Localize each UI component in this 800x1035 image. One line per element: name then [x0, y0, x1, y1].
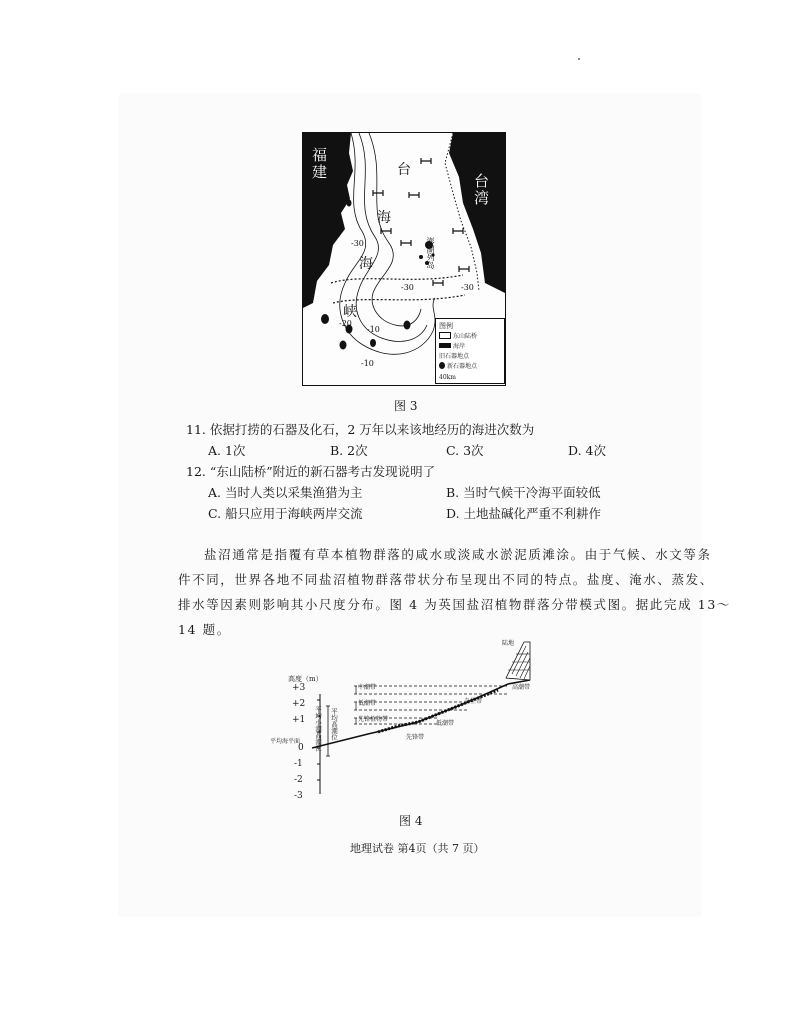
- map-scale: 40km: [439, 374, 456, 381]
- shore-label: 先锋带: [406, 734, 425, 741]
- depth-label: -20: [339, 319, 352, 328]
- mean-sea-level-label: 平均海平面: [270, 738, 301, 745]
- shore-label: 陆地: [502, 640, 515, 647]
- legend-item: 旧石器地点: [439, 352, 470, 360]
- stray-dot: [578, 58, 580, 60]
- question-11-option: A. 1次: [208, 443, 246, 458]
- side-label: 平均高潮位: [330, 708, 338, 741]
- y-axis-label: 高度（m）: [288, 675, 323, 683]
- y-tick: +3: [292, 683, 306, 693]
- zone-label: 低潮带: [358, 700, 377, 707]
- label-fujian: 福建: [310, 147, 328, 181]
- question-11-option: C. 3次: [446, 443, 484, 458]
- zone-label: 中潮带: [358, 684, 377, 691]
- land-bridge-swatch: [439, 332, 451, 339]
- depth-label: -10: [361, 359, 374, 368]
- question-12-option: A. 当时人类以采集渔猎为主: [208, 485, 363, 500]
- question-11-stem: 11. 依据打捞的石器及化石，2 万年以来该地经历的海进次数为: [186, 422, 535, 437]
- y-tick: 0: [298, 743, 304, 753]
- label-strait-2: 海: [377, 210, 391, 226]
- label-strait-1: 台: [397, 162, 411, 178]
- figure4-caption: 图 4: [399, 814, 423, 828]
- zone-label: 先锋植物带: [358, 716, 389, 723]
- depth-label: -30: [461, 283, 474, 292]
- depth-label: -30: [401, 283, 414, 292]
- legend-item: 东山陆桥: [439, 331, 477, 339]
- shore-label: 杂生带: [464, 698, 483, 705]
- passage: [178, 542, 731, 642]
- passage-line: 14 题。: [178, 622, 231, 637]
- page-footer: 地理试卷 第4页（共 7 页）: [350, 842, 485, 855]
- question-12-option: B. 当时气候干冷海平面较低: [446, 485, 601, 500]
- passage-line: 件不同，世界各地不同盐沼植物群落带状分布呈现出不同的特点。盐度、淹水、蒸发、: [178, 572, 714, 587]
- depth-label: -10: [367, 325, 380, 334]
- label-strait-3: 海: [359, 256, 373, 272]
- taiwan-land: [449, 133, 505, 293]
- passage-line: 盐沼通常是指覆有草本植物群落的咸水或淡咸水淤泥质滩涂。由于气候、水文等条: [204, 547, 712, 562]
- legend-item: 海岸: [439, 341, 465, 349]
- y-tick: -1: [294, 759, 303, 769]
- depth-label: -30: [351, 239, 364, 248]
- shore-label: 高潮带: [512, 684, 531, 691]
- figure3-map: [302, 132, 506, 386]
- profile-drawing: [268, 636, 548, 806]
- question-12-stem: 12. “东山陆桥”附近的新石器考古发现说明了: [186, 464, 436, 479]
- depth-label: -10: [323, 227, 336, 236]
- y-tick: +2: [292, 699, 306, 709]
- legend-title: 图例: [439, 322, 453, 330]
- coast-swatch: [439, 343, 451, 348]
- shore-label: 低潮带: [436, 720, 455, 727]
- y-tick: -3: [294, 791, 303, 801]
- figure3-caption: 图 3: [394, 399, 418, 413]
- passage-line: 排水等因素则影响其小尺度分布。图 4 为英国盐沼植物群落分带模式图。据此完成 13～: [178, 597, 731, 612]
- question-11-option: D. 4次: [568, 443, 606, 458]
- y-tick: +1: [292, 715, 306, 725]
- new-stone-site-icon: [439, 362, 445, 369]
- question-12-option: C. 船只应用于海峡两岸交流: [208, 506, 363, 521]
- label-strait-4: 峡: [343, 304, 357, 320]
- figure4-diagram: [268, 636, 548, 806]
- legend-item: 新石器地点: [439, 361, 477, 369]
- bracket-label: 平均小潮高潮位: [314, 706, 322, 752]
- label-penghu: 澎湖列岛: [426, 237, 435, 269]
- y-tick: -2: [294, 775, 303, 785]
- question-12-option: D. 土地盐碱化严重不利耕作: [446, 506, 602, 521]
- map-legend: [435, 318, 505, 384]
- question-11-option: B. 2次: [330, 443, 368, 458]
- label-taiwan: 台湾: [472, 173, 490, 207]
